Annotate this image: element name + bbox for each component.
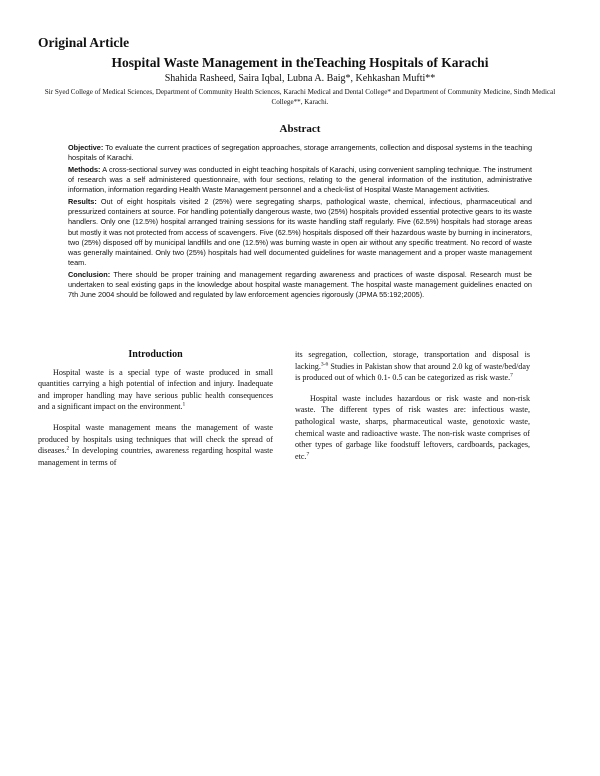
intro-p2-text: Hospital waste management means the management of waste produced by hospitals using techniques that will check the spread of diseases.: [38, 422, 273, 456]
citation-ref: 7: [306, 451, 310, 458]
abstract-results: [68, 197, 532, 268]
results-text: Out of eight hospitals visited 2 (25%) were segregating sharps, pathological waste, chemical, infectious, pharmaceutical and pressurized containers at source. For handling potentially dangerous waste, two (25%) hospitals provided essential protective gears to its waste handlers. Only one (12.5%) hospital arranged training sessions for its waste handling staff regularly. Five (62.5%) hospitals had storage areas but mostly it was not protected from access of scavengers. Five (62.5%) hospitals disposed off their hazardous waste by burning in incinerators, two (25%) disposed off by municipal landfills and one (12.5%) was burning waste in open air without any specific treatment. No record of waste was generally maintained. Only two (25%) hospitals had well documented guidelines for waste management and a proper waste management team.: [68, 197, 532, 268]
introduction-heading: Introduction: [128, 349, 183, 360]
methods-label: Methods:: [68, 164, 101, 174]
conclusion-label: Conclusion:: [68, 269, 111, 279]
citation-ref: 3-6: [320, 360, 329, 367]
article-type-label: Original Article: [38, 35, 130, 50]
methods-text: A cross-sectional survey was conducted in eight teaching hospitals of Karachi, using convenient sampling technique. The instrument of research was a self administered questionnaire, with four sections, relating to the general information of the institution, administrative information, information regarding Health Waste Management personnel and a check-list of Hospital Waste Management activities.: [68, 164, 532, 195]
intro-paragraph-1: [38, 367, 273, 413]
intro-p2-continued: In developing countries, awareness regarding hospital waste management in terms of: [38, 446, 273, 467]
intro-paragraph-3: [295, 349, 530, 384]
left-column: [38, 349, 273, 477]
abstract-body: [68, 143, 532, 302]
results-label: Results:: [68, 197, 97, 207]
article-title: Hospital Waste Management in theTeaching Hospitals of Karachi: [111, 55, 489, 70]
intro-p3-text-a: its segregation, collection, storage, transportation and disposal is lacking.: [295, 350, 530, 371]
author-list: Shahida Rasheed, Saira Iqbal, Lubna A. Baig*, Kehkashan Mufti**: [164, 73, 436, 84]
right-column: [295, 349, 530, 471]
abstract-methods: [68, 165, 532, 196]
intro-p4-text: Hospital waste includes hazardous or risk waste and non-risk waste. The different types of risk wastes are: infectious waste, pathological waste, sharps, pharmaceutical waste, genotoxic waste, chemical waste and radioactive waste. The non-risk waste comprises of other types of garbage like foodstuff leftovers, cardboards, packages, etc.: [295, 393, 530, 461]
objective-label: Objective:: [68, 143, 104, 152]
conclusion-text: There should be proper training and management regarding awareness and practices of waste disposal. Research must be undertaken to seal existing gaps in the knowledge about hospital waste management. The hospital waste management guidelines enacted on 7th June 2004 should be followed and regulated by law enforcement agencies rigorously (JPMA 55:192;2005).: [68, 269, 532, 300]
abstract-heading: Abstract: [279, 123, 321, 135]
intro-paragraph-4: [295, 393, 530, 463]
abstract-objective: [68, 143, 532, 163]
author-affiliation: Sir Syed College of Medical Sciences, Department of Community Health Sciences, Karachi Medical and Dental College* and Department of Community Medicine, Sindh Medical College**, Karachi.: [44, 88, 556, 106]
intro-p1-text: Hospital waste is a special type of waste produced in small quantities carrying a high potential of infection and injury. Inadequate and improper handling may have serious public health consequences and a significant impact on the environment.: [38, 367, 273, 412]
citation-ref: 7: [510, 372, 513, 379]
intro-paragraph-2: [38, 422, 273, 468]
citation-ref: 2: [66, 445, 70, 452]
abstract-conclusion: [68, 270, 532, 301]
objective-text: To evaluate the current practices of segregation approaches, storage arrangements, collection and disposal systems in the teaching hospitals of Karachi.: [68, 143, 532, 163]
intro-p3-text-b: Studies in Pakistan show that around 2.0 kg of waste/bed/day is produced out of which 0.1- 0.5 can be categorized as risk waste.: [295, 361, 530, 383]
citation-ref: 1: [182, 401, 186, 408]
